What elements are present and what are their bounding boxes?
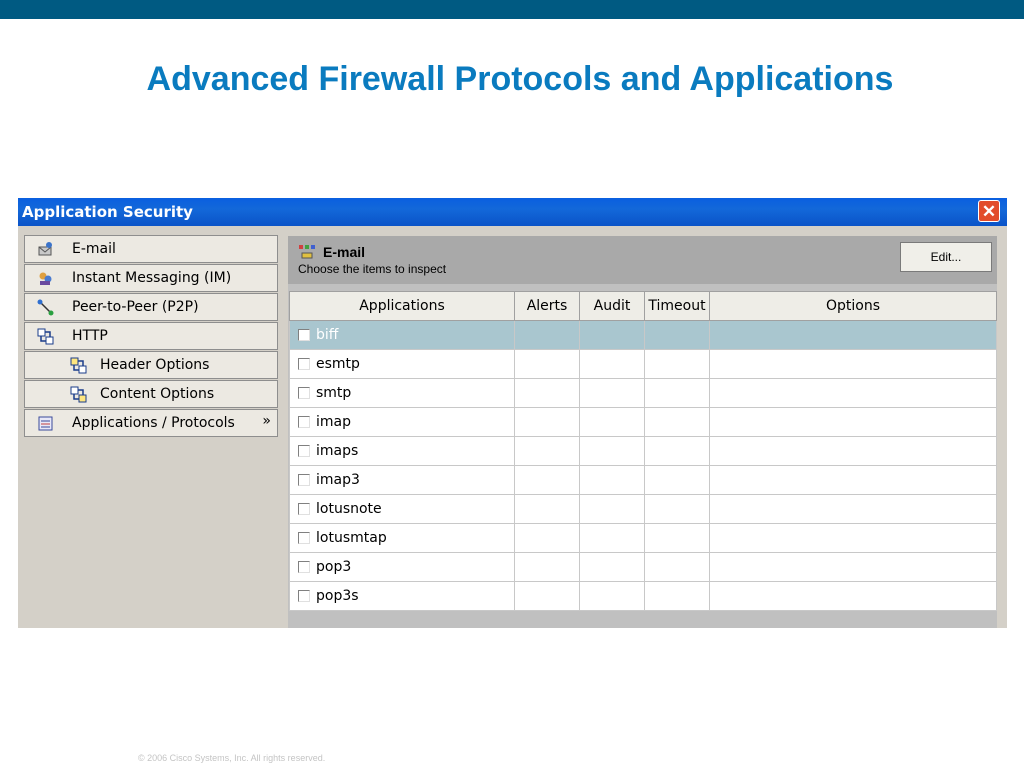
alerts-cell[interactable]	[515, 379, 580, 408]
application-checkbox[interactable]	[298, 358, 310, 370]
audit-cell[interactable]	[580, 408, 645, 437]
audit-cell[interactable]	[580, 553, 645, 582]
timeout-cell[interactable]	[645, 524, 710, 553]
table-row[interactable]	[290, 379, 997, 408]
table-row[interactable]	[290, 321, 997, 350]
application-name: pop3s	[316, 588, 359, 604]
alerts-cell[interactable]	[515, 582, 580, 611]
options-cell[interactable]	[710, 350, 997, 379]
alerts-cell[interactable]	[515, 321, 580, 350]
application-cell	[290, 350, 515, 379]
application-name: imaps	[316, 443, 359, 459]
sidebar-item-instant-messaging[interactable]	[24, 264, 278, 292]
alerts-cell[interactable]	[515, 466, 580, 495]
sidebar-item-label: Header Options	[100, 357, 210, 373]
application-cell	[290, 466, 515, 495]
application-checkbox[interactable]	[298, 387, 310, 399]
alerts-cell[interactable]	[515, 553, 580, 582]
options-cell[interactable]	[710, 553, 997, 582]
sidebar-item-content-options[interactable]	[24, 380, 278, 408]
timeout-cell[interactable]	[645, 553, 710, 582]
options-cell[interactable]	[710, 582, 997, 611]
table-row[interactable]	[290, 466, 997, 495]
audit-cell[interactable]	[580, 437, 645, 466]
sidebar-item-label: HTTP	[72, 328, 108, 344]
alerts-cell[interactable]	[515, 437, 580, 466]
column-header-options[interactable]: Options	[710, 292, 997, 321]
top-banner	[0, 0, 1024, 19]
window-title: Application Security	[22, 203, 193, 221]
application-cell	[290, 495, 515, 524]
audit-cell[interactable]	[580, 379, 645, 408]
timeout-cell[interactable]	[645, 495, 710, 524]
application-name: pop3	[316, 559, 352, 575]
sidebar-item-label: Applications / Protocols	[72, 415, 235, 431]
sidebar-item-header-options[interactable]	[24, 351, 278, 379]
email-category-icon	[298, 244, 316, 260]
options-cell[interactable]	[710, 437, 997, 466]
options-cell[interactable]	[710, 379, 997, 408]
timeout-cell[interactable]	[645, 379, 710, 408]
application-name: lotusnote	[316, 501, 382, 517]
application-checkbox[interactable]	[298, 590, 310, 602]
options-cell[interactable]	[710, 495, 997, 524]
application-checkbox[interactable]	[298, 474, 310, 486]
column-header-audit[interactable]: Audit	[580, 292, 645, 321]
sidebar-item-email[interactable]	[24, 235, 278, 263]
alerts-cell[interactable]	[515, 524, 580, 553]
sidebar-item-label: Content Options	[100, 386, 215, 402]
timeout-cell[interactable]	[645, 350, 710, 379]
application-name: smtp	[316, 385, 352, 401]
content-options-icon	[70, 386, 87, 403]
application-name: biff	[316, 327, 339, 343]
instant-messaging-icon	[37, 270, 54, 287]
expand-chevron-icon[interactable]: »	[262, 413, 271, 429]
email-panel	[288, 236, 997, 628]
applications-table	[289, 291, 997, 611]
audit-cell[interactable]	[580, 495, 645, 524]
column-header-timeout[interactable]: Timeout	[645, 292, 710, 321]
application-name: lotusmtap	[316, 530, 387, 546]
sidebar-item-label: Peer-to-Peer (P2P)	[72, 299, 199, 315]
options-cell[interactable]	[710, 321, 997, 350]
panel-subtitle: Choose the items to inspect	[298, 262, 447, 276]
audit-cell[interactable]	[580, 350, 645, 379]
application-cell	[290, 321, 515, 350]
copyright-footer: © 2006 Cisco Systems, Inc. All rights reserved.	[138, 753, 326, 763]
table-row[interactable]	[290, 437, 997, 466]
table-row[interactable]	[290, 582, 997, 611]
sidebar-item-label: Instant Messaging (IM)	[72, 270, 232, 286]
table-header-row	[290, 292, 997, 321]
timeout-cell[interactable]	[645, 321, 710, 350]
column-header-alerts[interactable]: Alerts	[515, 292, 580, 321]
applications-protocols-icon	[37, 415, 54, 432]
alerts-cell[interactable]	[515, 408, 580, 437]
timeout-cell[interactable]	[645, 466, 710, 495]
header-options-icon	[70, 357, 87, 374]
slide-title: Advanced Firewall Protocols and Applications	[146, 60, 894, 98]
sidebar-item-peer-to-peer[interactable]	[24, 293, 278, 321]
table-row[interactable]	[290, 495, 997, 524]
close-button[interactable]: ✕	[978, 200, 1000, 222]
sidebar	[24, 235, 278, 438]
alerts-cell[interactable]	[515, 350, 580, 379]
application-cell	[290, 408, 515, 437]
audit-cell[interactable]	[580, 582, 645, 611]
application-cell	[290, 582, 515, 611]
application-checkbox[interactable]	[298, 329, 310, 341]
audit-cell[interactable]	[580, 321, 645, 350]
column-header-applications[interactable]: Applications	[290, 292, 515, 321]
timeout-cell[interactable]	[645, 582, 710, 611]
application-checkbox[interactable]	[298, 561, 310, 573]
edit-button[interactable]: Edit...	[900, 242, 992, 272]
http-icon	[37, 328, 54, 345]
table-row[interactable]	[290, 524, 997, 553]
panel-title: E-mail	[323, 244, 366, 260]
options-cell[interactable]	[710, 524, 997, 553]
table-row[interactable]	[290, 408, 997, 437]
panel-header	[288, 236, 997, 284]
application-cell	[290, 437, 515, 466]
application-checkbox[interactable]	[298, 416, 310, 428]
table-body	[290, 321, 997, 611]
application-name: imap	[316, 414, 351, 430]
sidebar-item-http[interactable]	[24, 322, 278, 350]
sidebar-item-applications-protocols[interactable]	[24, 409, 278, 437]
timeout-cell[interactable]	[645, 437, 710, 466]
options-cell[interactable]	[710, 466, 997, 495]
application-checkbox[interactable]	[298, 503, 310, 515]
email-icon	[37, 241, 54, 258]
application-checkbox[interactable]	[298, 445, 310, 457]
application-checkbox[interactable]	[298, 532, 310, 544]
application-name: esmtp	[316, 356, 360, 372]
sidebar-item-label: E-mail	[72, 241, 116, 257]
timeout-cell[interactable]	[645, 408, 710, 437]
application-cell	[290, 379, 515, 408]
application-name: imap3	[316, 472, 360, 488]
application-security-window	[18, 198, 1007, 628]
options-cell[interactable]	[710, 408, 997, 437]
table-row[interactable]	[290, 350, 997, 379]
window-titlebar[interactable]	[18, 198, 1007, 226]
table-row[interactable]	[290, 553, 997, 582]
alerts-cell[interactable]	[515, 495, 580, 524]
application-cell	[290, 553, 515, 582]
peer-to-peer-icon	[37, 299, 54, 316]
audit-cell[interactable]	[580, 524, 645, 553]
application-cell	[290, 524, 515, 553]
audit-cell[interactable]	[580, 466, 645, 495]
